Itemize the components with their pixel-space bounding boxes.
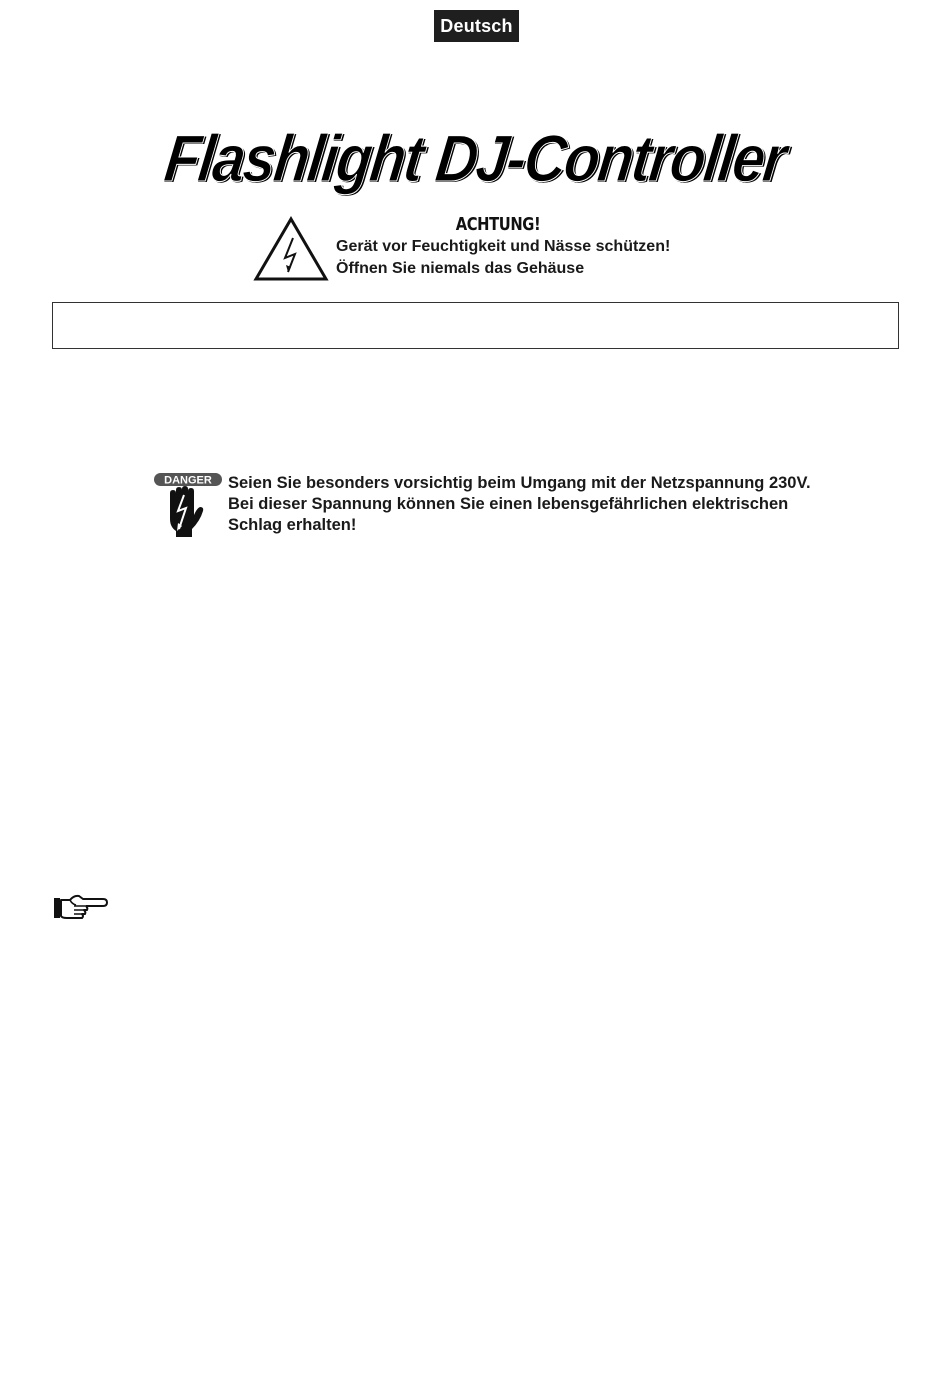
electric-warning-triangle-icon	[253, 216, 329, 282]
danger-text-line: Seien Sie besonders vorsichtig beim Umgang mit der Netzspannung 230V.	[228, 474, 811, 492]
danger-badge-label: DANGER	[164, 474, 212, 487]
document-title: Flashlight DJ-Controller	[160, 121, 790, 195]
warning-heading: ACHTUNG!	[455, 214, 541, 235]
danger-hand-shock-icon	[153, 471, 223, 539]
pointing-hand-icon	[52, 893, 108, 921]
warning-text-line: Öffnen Sie niemals das Gehäuse	[336, 260, 585, 277]
danger-text-line: Schlag erhalten!	[228, 516, 357, 534]
empty-info-box	[52, 302, 899, 349]
warning-text-line: Gerät vor Feuchtigkeit und Nässe schützen!	[336, 238, 671, 255]
danger-text-line: Bei dieser Spannung können Sie einen lebensgefährlichen elektrischen	[228, 495, 789, 513]
language-badge: Deutsch	[434, 10, 519, 42]
